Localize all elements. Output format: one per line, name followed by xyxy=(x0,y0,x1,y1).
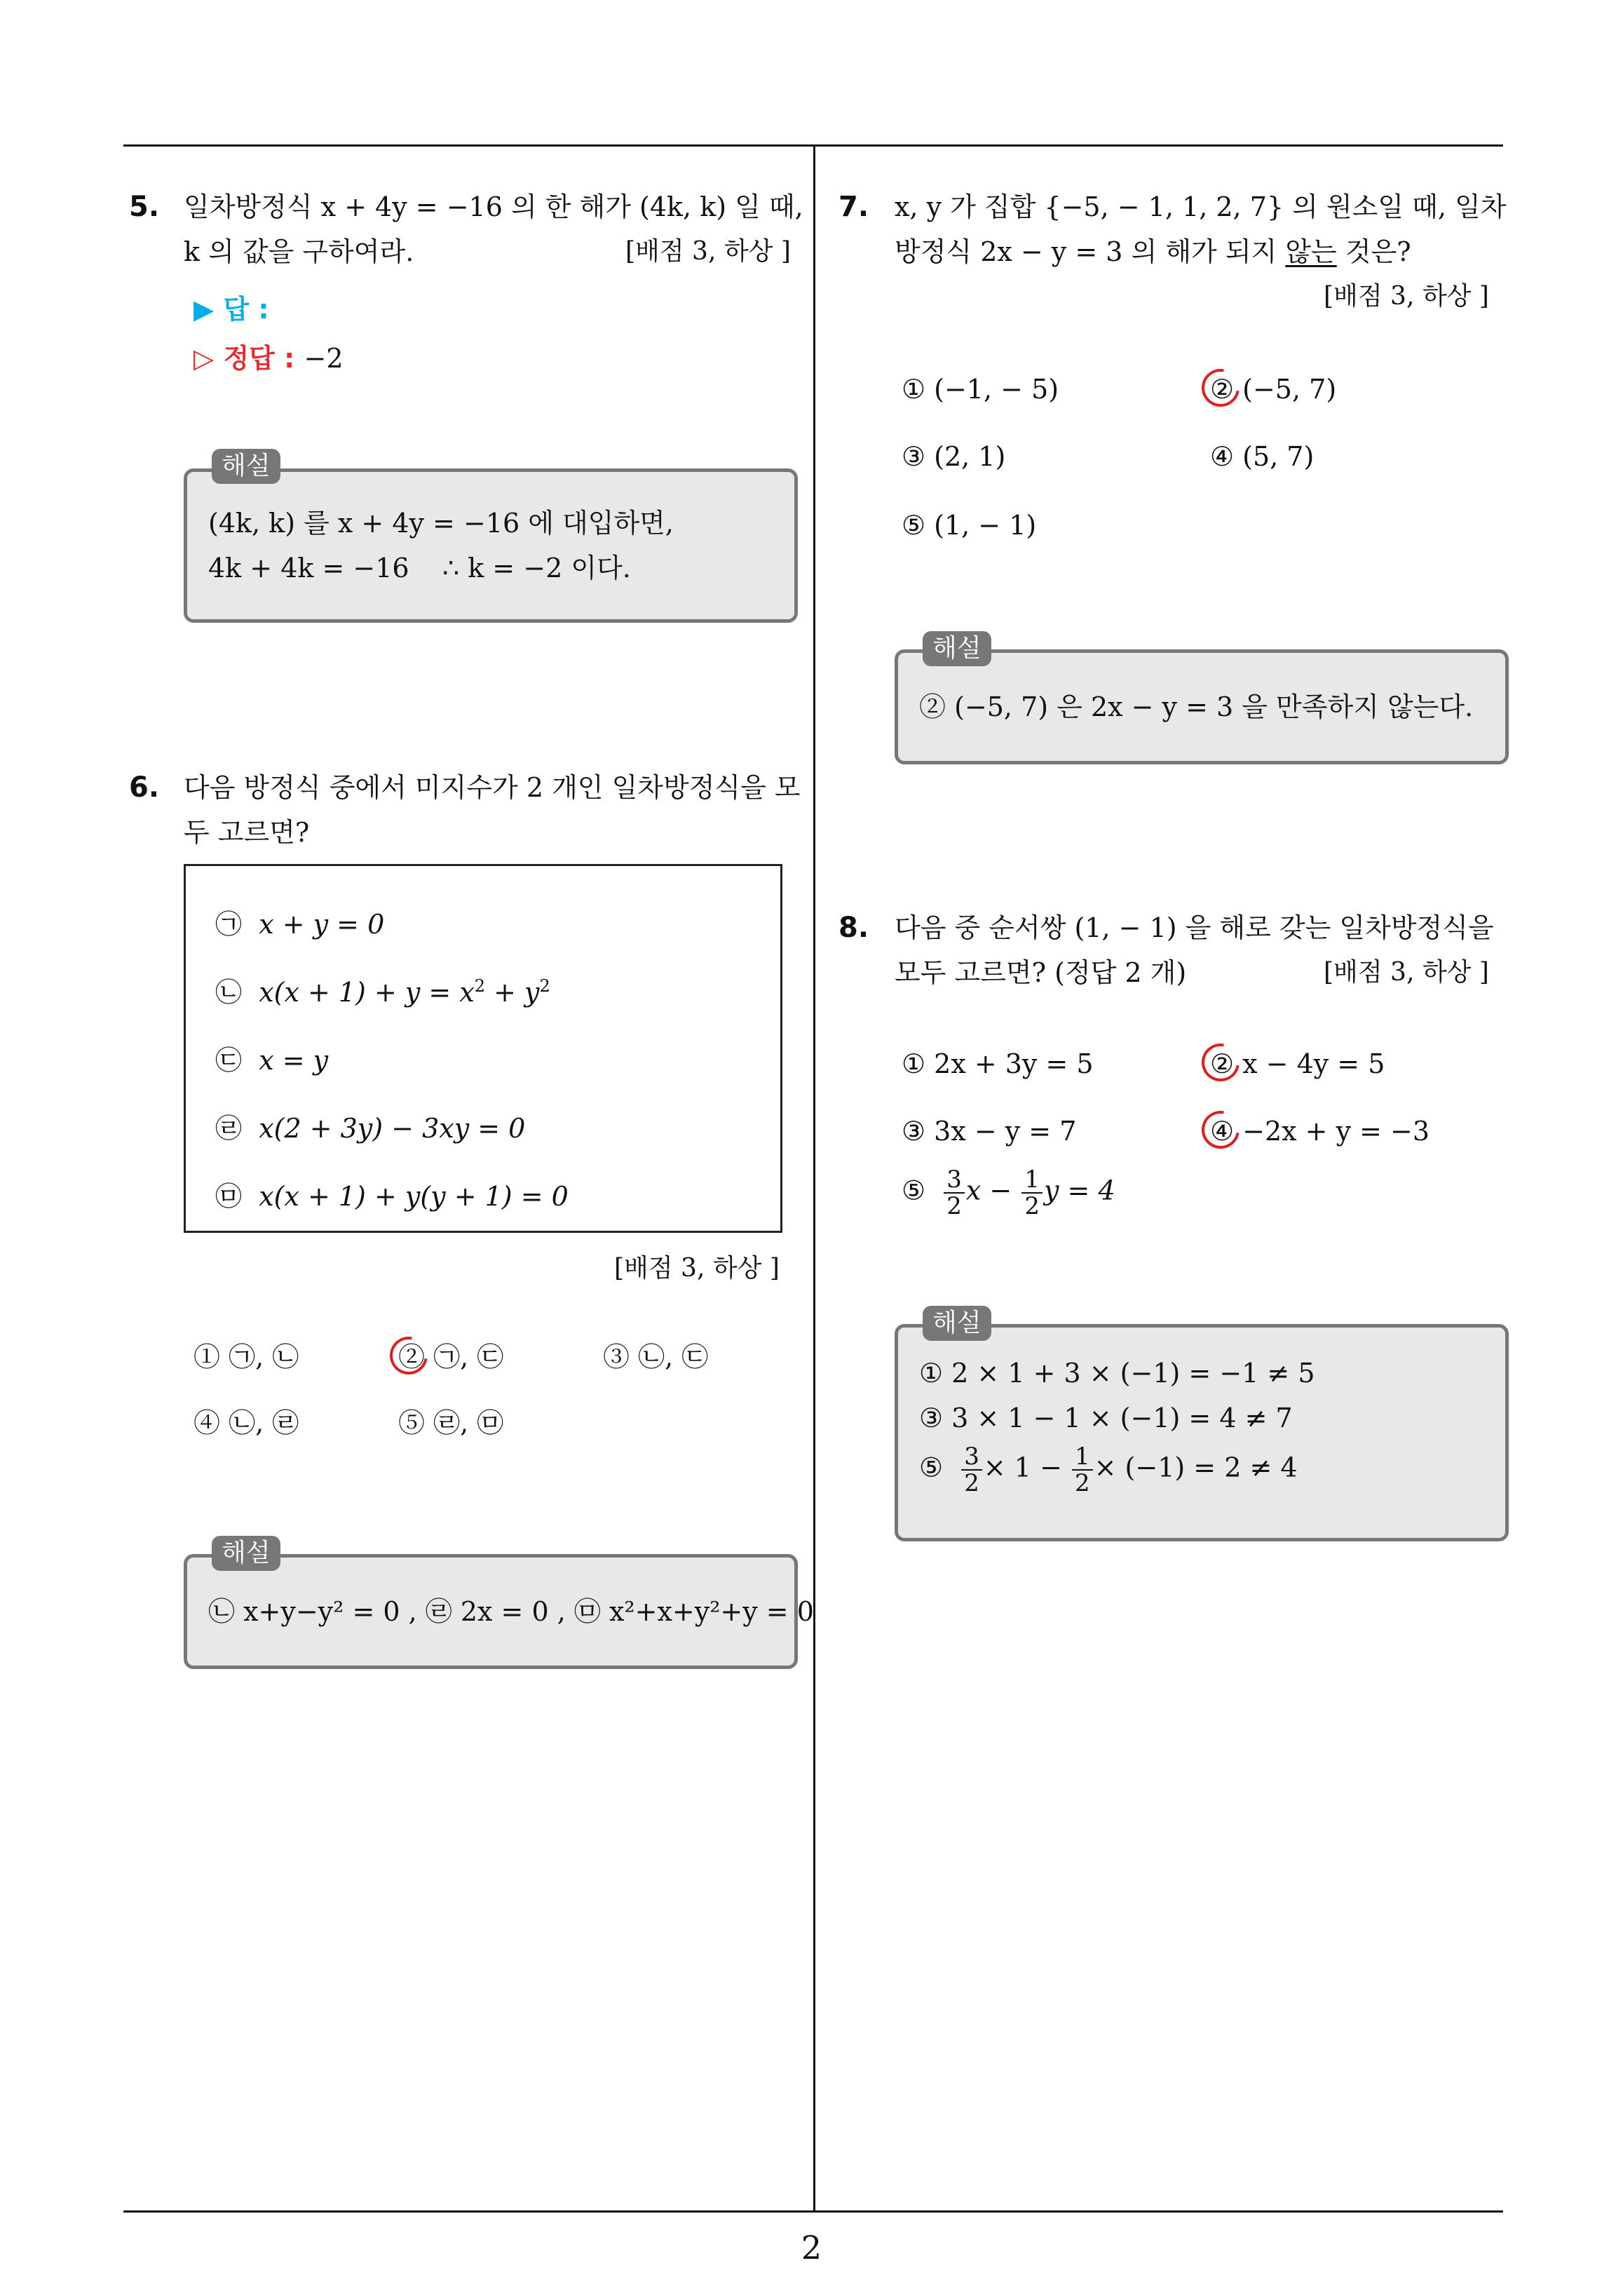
choice-1[interactable]: ① ㉠, ㉡ xyxy=(193,1342,299,1372)
explanation-box xyxy=(895,649,1509,764)
choice-2[interactable]: ② x − 4y = 5 xyxy=(1210,1048,1385,1079)
choice-2[interactable]: ② (−5, 7) xyxy=(1210,374,1337,405)
explanation-line: ㉡ x+y−y² = 0 , ㉣ 2x = 0 , ㉤ x²+x+y²+y = 0 xyxy=(208,1596,814,1627)
question-number: 5. xyxy=(129,191,160,223)
explanation-box xyxy=(184,468,798,623)
explanation-line2: ③ 3 × 1 − 1 × (−1) = 4 ≠ 7 xyxy=(919,1403,1293,1433)
explanation-line1: (4k, k) 를 x + 4y = −16 에 대입하면, xyxy=(208,508,674,539)
score-label: [배점 3, 하상 ] xyxy=(614,1254,780,1283)
correct-answer xyxy=(193,337,344,375)
explanation-line1: ① 2 × 1 + 3 × (−1) = −1 ≠ 5 xyxy=(919,1358,1315,1389)
page-number: 2 xyxy=(801,2229,822,2267)
question-number: 8. xyxy=(838,912,869,944)
fraction: $\frac{1}{2}$ xyxy=(1021,1167,1043,1219)
list-item: ㉣ x(2 + 3y) − 3xy = 0 xyxy=(215,1113,526,1144)
explanation-tag: 해설 xyxy=(212,449,280,484)
explanation-tag: 해설 xyxy=(923,1306,991,1341)
choice-4[interactable]: ④ ㉡, ㉣ xyxy=(193,1407,299,1438)
question-text-line1: 일차방정식 x + 4y = −16 의 한 해가 (4k, k) 일 때, xyxy=(184,191,803,222)
choice-3[interactable]: ③ (2, 1) xyxy=(902,441,1006,472)
choice-4[interactable]: ④ (5, 7) xyxy=(1210,441,1315,472)
question-number: 7. xyxy=(838,191,869,223)
choice-5[interactable]: ⑤ $\frac{3}{2}$ x − $\frac{1}{2}$ y = 4 xyxy=(902,1166,1115,1220)
explanation-line2b: ∴ k = −2 이다. xyxy=(442,553,631,583)
explanation-box xyxy=(184,1554,814,1669)
correct-answer-value: −2 xyxy=(304,343,344,374)
bottom-rule xyxy=(123,2210,1503,2213)
choice-4[interactable]: ④ −2x + y = −3 xyxy=(1210,1116,1430,1147)
explanation-tag: 해설 xyxy=(923,631,991,666)
choice-2[interactable]: ② ㉠, ㉢ xyxy=(398,1342,504,1372)
explanation-line2a: 4k + 4k = −16 xyxy=(208,553,409,583)
score-label: [배점 3, 하상 ] xyxy=(625,237,791,266)
answer-circle-mark xyxy=(1194,1036,1247,1088)
question-text-line1: 다음 중 순서쌍 (1, − 1) 을 해로 갖는 일차방정식을 xyxy=(895,912,1494,943)
choice-3[interactable]: ③ ㉡, ㉢ xyxy=(603,1342,709,1372)
list-item: ㉠ x + y = 0 xyxy=(215,909,385,940)
choice-5[interactable]: ⑤ (1, − 1) xyxy=(902,510,1037,541)
fraction: $\frac{1}{2}$ xyxy=(1072,1444,1093,1496)
score-label: [배점 3, 하상 ] xyxy=(1324,282,1489,311)
fraction: $\frac{3}{2}$ xyxy=(944,1167,965,1219)
column-divider xyxy=(813,146,815,2211)
explanation-line3: ⑤ $\frac{3}{2}$ × 1 − $\frac{1}{2}$ × (−1) = 2 ≠ 4 xyxy=(919,1443,1298,1497)
question-text-line1: x, y 가 집합 {−5, − 1, 1, 2, 7} 의 원소일 때, 일차 xyxy=(895,191,1507,222)
question-number: 6. xyxy=(129,771,160,804)
answer-circle-mark xyxy=(1194,1103,1247,1156)
list-item: ㉡ $x(x + 1) + y = x^2 + y^2$ xyxy=(215,976,550,1008)
fraction: $\frac{3}{2}$ xyxy=(961,1444,982,1496)
choice-5[interactable]: ⑤ ㉣, ㉤ xyxy=(398,1407,504,1438)
question-text-line2: 모두 고르면? (정답 2 개) xyxy=(895,957,1187,988)
equation-list-box xyxy=(184,864,782,1233)
correct-answer-label: ▷ 정답 : xyxy=(193,343,295,374)
answer-field-label[interactable]: ▶ 답 : xyxy=(193,294,269,325)
question-text-line1: 다음 방정식 중에서 미지수가 2 개인 일차방정식을 모 xyxy=(184,772,801,803)
list-item: ㉤ x(x + 1) + y(y + 1) = 0 xyxy=(215,1181,569,1212)
explanation-line: ② (−5, 7) 은 2x − y = 3 을 만족하지 않는다. xyxy=(919,691,1474,722)
score-label: [배점 3, 하상 ] xyxy=(1324,958,1489,987)
question-text-line2: k 의 값을 구하여라. xyxy=(184,236,414,267)
explanation-box xyxy=(895,1324,1509,1541)
answer-circle-mark xyxy=(382,1329,435,1382)
choice-1[interactable]: ① (−1, − 5) xyxy=(902,374,1059,405)
question-text-line2: 두 고르면? xyxy=(184,817,310,848)
answer-circle-mark xyxy=(1194,361,1247,414)
choice-3[interactable]: ③ 3x − y = 7 xyxy=(902,1116,1077,1147)
choice-1[interactable]: ① 2x + 3y = 5 xyxy=(902,1048,1094,1079)
question-text-line2: 방정식 2x − y = 3 의 해가 되지 않는 것은? xyxy=(895,236,1411,267)
explanation-tag: 해설 xyxy=(212,1536,280,1571)
list-item: ㉢ x = y xyxy=(215,1045,329,1076)
